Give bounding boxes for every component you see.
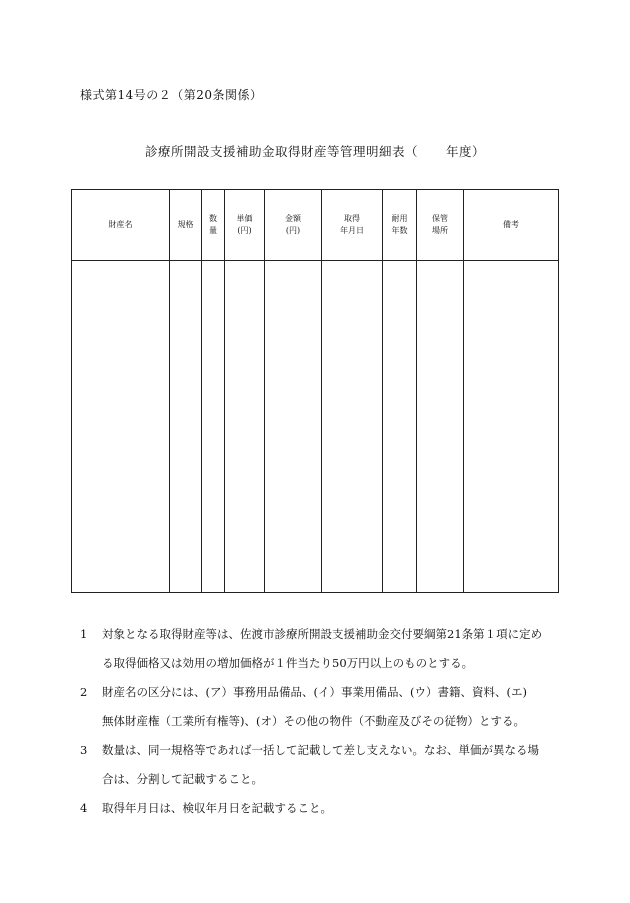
note-number: 3 — [80, 743, 88, 757]
document-title-main: 診療所開設支援補助金取得財産等管理明細表（ — [144, 144, 418, 159]
column-header-asset-name: 財産名 — [72, 190, 170, 261]
notes-list — [80, 620, 560, 823]
cell-quantity[interactable] — [202, 261, 225, 593]
note-line: る取得価格又は効用の増加価格が１件当たり50万円以上のものとする。 — [102, 656, 474, 670]
note-number: 1 — [80, 627, 88, 641]
column-header-acquisition-date: 取得 年月日 — [322, 190, 383, 261]
note-line: 取得年月日は、検収年月日を記載すること。 — [102, 801, 332, 815]
note-text — [102, 794, 560, 823]
cell-remarks[interactable] — [464, 261, 559, 593]
cell-unit-price[interactable] — [225, 261, 265, 593]
note-line: 数量は、同一規格等であれば一括して記載して差し支えない。なお、単価が異なる場 — [102, 743, 539, 757]
note-number: 4 — [80, 801, 88, 815]
document-title-suffix: 年度） — [446, 144, 486, 159]
note-text — [102, 736, 560, 794]
column-header-storage-location: 保管 場所 — [417, 190, 464, 261]
cell-storage-location[interactable] — [417, 261, 464, 593]
note-text — [102, 620, 560, 678]
note-item-3 — [80, 736, 560, 794]
column-header-unit-price: 単価 (円) — [225, 190, 265, 261]
table-row — [72, 261, 559, 593]
form-number: 様式第14号の２（第20条関係） — [80, 88, 263, 102]
column-header-specification: 規格 — [170, 190, 202, 261]
note-line: 合は、分割して記載すること。 — [102, 772, 263, 786]
note-line: 無体財産権（工業所有権等)、(オ）その他の物件（不動産及びその従物）とする。 — [102, 714, 525, 728]
note-number: 2 — [80, 685, 88, 699]
asset-ledger-table — [71, 189, 559, 593]
note-text — [102, 678, 560, 736]
note-line: 財産名の区分には、(ア）事務用品備品、(イ）事業用備品、(ウ）書籍、資料、(エ) — [102, 685, 527, 699]
column-header-useful-life: 耐用 年数 — [383, 190, 417, 261]
cell-amount[interactable] — [265, 261, 322, 593]
cell-acquisition-date[interactable] — [322, 261, 383, 593]
column-header-quantity: 数 量 — [202, 190, 225, 261]
note-line: 対象となる取得財産等は、佐渡市診療所開設支援補助金交付要綱第21条第１項に定め — [102, 627, 543, 641]
column-header-amount: 金額 (円) — [265, 190, 322, 261]
note-item-1 — [80, 620, 560, 678]
cell-specification[interactable] — [170, 261, 202, 593]
column-header-remarks: 備考 — [464, 190, 559, 261]
table-header-row — [72, 190, 559, 261]
cell-asset-name[interactable] — [72, 261, 170, 593]
note-item-2 — [80, 678, 560, 736]
document-title — [0, 142, 630, 160]
note-item-4 — [80, 794, 560, 823]
cell-useful-life[interactable] — [383, 261, 417, 593]
